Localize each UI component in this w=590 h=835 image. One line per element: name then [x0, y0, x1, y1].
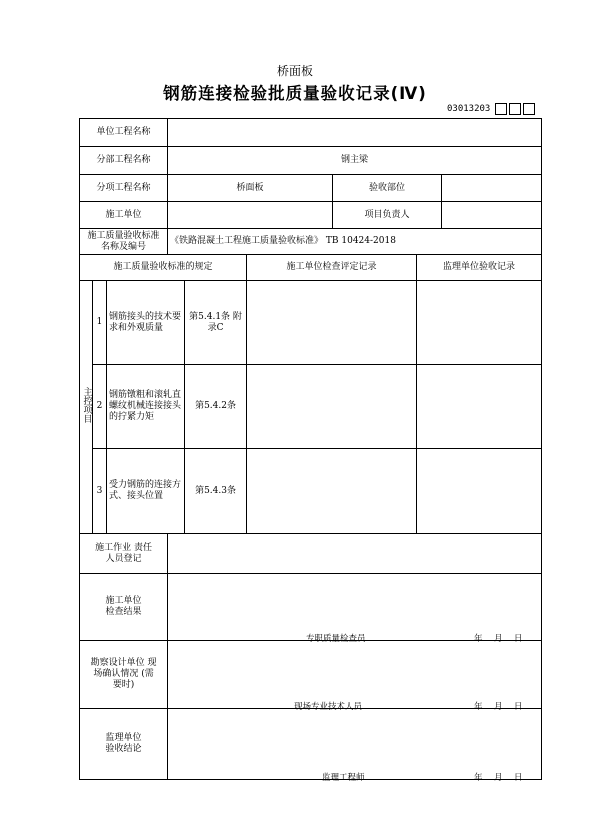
- supervision-label: 监理单位 验收结论: [80, 709, 168, 780]
- supervision-record-1[interactable]: [417, 281, 542, 365]
- construction-record-1[interactable]: [247, 281, 417, 365]
- construction-result-area[interactable]: [168, 574, 542, 644]
- item-project-label: 分项工程名称: [80, 175, 168, 202]
- code-box-3[interactable]: [523, 103, 535, 115]
- construction-record-2[interactable]: [247, 365, 417, 449]
- acceptance-part-value[interactable]: [442, 175, 542, 202]
- col-header-supervision: 监理单位验收记录: [417, 255, 542, 281]
- construction-signer: 专职质量检查员: [306, 634, 366, 644]
- date-year: 年: [474, 702, 483, 712]
- standard-label-line2: 名称及编号: [101, 241, 147, 252]
- acceptance-part-label: 验收部位: [333, 175, 442, 202]
- code-box-1[interactable]: [495, 103, 507, 115]
- date-month: 月: [494, 773, 503, 783]
- supervision-record-2[interactable]: [417, 365, 542, 449]
- form-code: [447, 101, 535, 117]
- worker-registration-label: 施工作业 责任人员登记: [80, 534, 168, 574]
- survey-label: 勘察设计单位 现场确认情况 (需要时): [80, 641, 168, 709]
- survey-area[interactable]: [168, 641, 542, 712]
- category-label: 桥面板: [276, 64, 313, 78]
- col-header-spec: 施工质量验收标准的规定: [80, 255, 247, 281]
- item-project-value[interactable]: 桥面板: [168, 175, 333, 202]
- item-clause: 第5.4.2条: [185, 365, 247, 449]
- unit-project-label: 单位工程名称: [80, 119, 168, 147]
- page-title: 钢筋连接检验批质量验收记录(Ⅳ): [163, 84, 427, 103]
- main-control-label: [80, 281, 93, 534]
- survey-signer: 现场专业技术人员: [294, 702, 363, 712]
- unit-project-value[interactable]: [168, 119, 542, 147]
- worker-registration-value[interactable]: [168, 534, 542, 574]
- item-clause: 第5.4.3条: [185, 449, 247, 534]
- project-manager-value[interactable]: [442, 202, 542, 229]
- item-clause: 第5.4.1条 附录C: [185, 281, 247, 365]
- item-number: 1: [93, 281, 107, 365]
- date-day: 日: [514, 702, 523, 712]
- date-month: 月: [494, 702, 503, 712]
- construction-record-3[interactable]: [247, 449, 417, 534]
- construction-unit-label: 施工单位: [80, 202, 168, 229]
- col-header-construction: 施工单位检查评定记录: [247, 255, 417, 281]
- item-number: 3: [93, 449, 107, 534]
- standard-value: 《铁路混凝土工程施工质量验收标准》 TB 10424-2018: [168, 229, 542, 255]
- date-year: 年: [474, 634, 483, 644]
- code-box-2[interactable]: [509, 103, 521, 115]
- project-manager-label: 项目负责人: [333, 202, 442, 229]
- main-control-label-text: 主控项目: [81, 387, 92, 423]
- construction-result-label: 施工单位 检查结果: [80, 574, 168, 641]
- supervision-area[interactable]: [168, 709, 542, 783]
- item-number: 2: [93, 365, 107, 449]
- item-description: 受力钢筋的连接方式、接头位置: [107, 449, 185, 534]
- item-description: 钢筋接头的技术要求和外观质量: [107, 281, 185, 365]
- construction-unit-value[interactable]: [168, 202, 333, 229]
- sub-project-value[interactable]: 钢主梁: [168, 147, 542, 175]
- date-year: 年: [474, 773, 483, 783]
- form-code-text: 03013203: [447, 104, 491, 114]
- standard-label: [80, 229, 168, 255]
- supervision-record-3[interactable]: [417, 449, 542, 534]
- standard-label-line1: 施工质量验收标准: [87, 230, 160, 241]
- date-month: 月: [494, 634, 503, 644]
- item-description: 钢筋镦粗和滚轧直螺纹机械连接接头的拧紧力矩: [107, 365, 185, 449]
- supervision-signer: 监理工程师: [322, 773, 365, 783]
- inspection-table: [79, 118, 542, 783]
- sub-project-label: 分部工程名称: [80, 147, 168, 175]
- date-day: 日: [514, 773, 523, 783]
- date-day: 日: [514, 634, 523, 644]
